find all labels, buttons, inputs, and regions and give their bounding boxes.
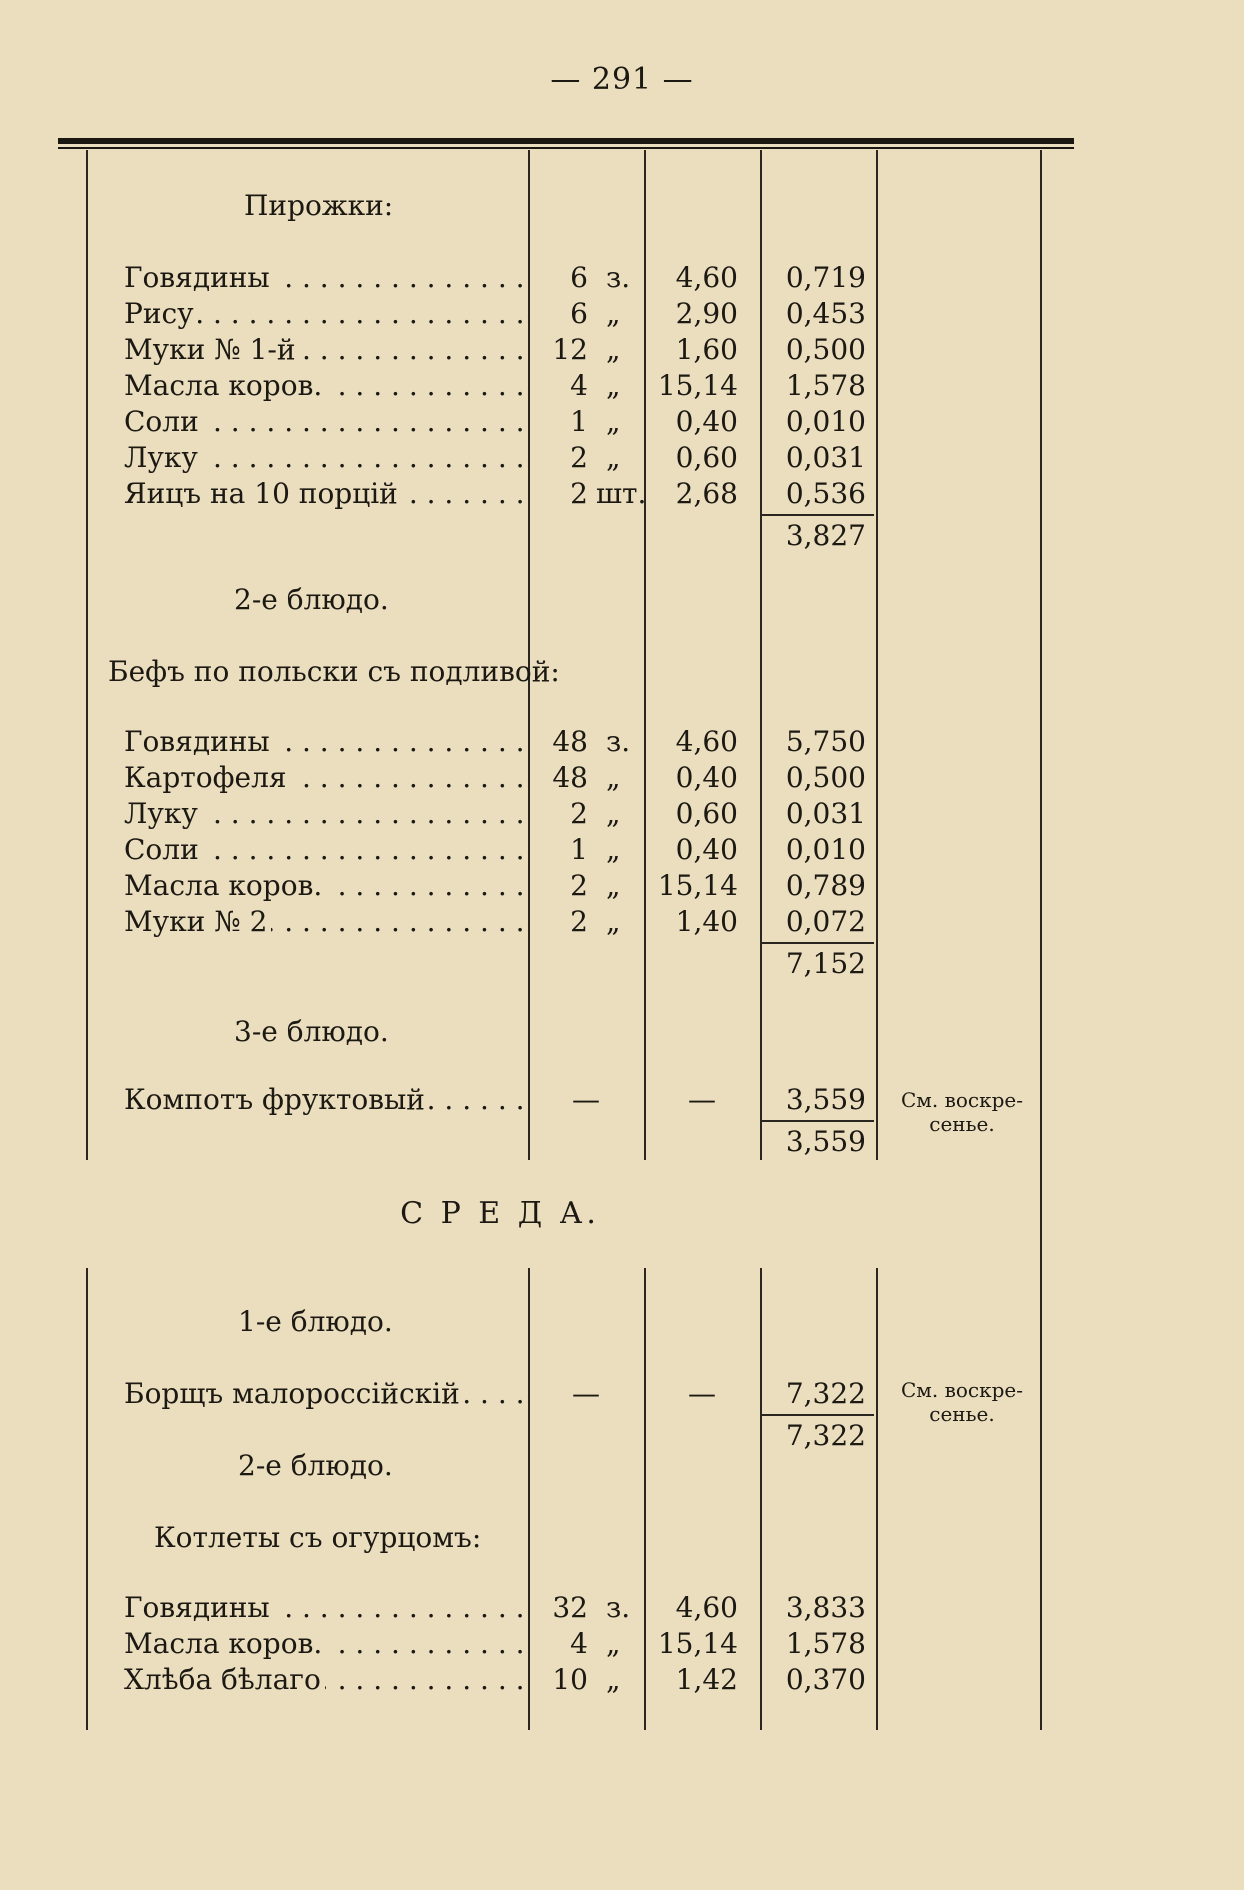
ingredient-unit: „ xyxy=(606,1627,621,1660)
ingredient-qty: 48 xyxy=(552,725,588,758)
ingredient-unit: „ xyxy=(606,333,621,366)
top-rule-thin xyxy=(58,147,1074,149)
ingredient-unit: з. xyxy=(606,725,631,758)
ingredient-sum: 0,453 xyxy=(785,297,866,330)
course-heading: 2-е блюдо. xyxy=(238,1449,393,1482)
ingredient-sum: 0,072 xyxy=(785,905,866,938)
ingredient-name: Луку xyxy=(124,441,202,474)
course-heading: 3-е блюдо. xyxy=(234,1015,389,1048)
ingredient-name: Говядины xyxy=(124,261,274,294)
ingredient-price: 0,40 xyxy=(675,761,738,794)
dish-sum: 7,322 xyxy=(785,1377,866,1410)
ingredient-price: 1,42 xyxy=(675,1663,738,1696)
top-rule xyxy=(58,138,1074,144)
day-title: С Р Е Д А. xyxy=(400,1196,600,1231)
ingredient-qty: 2 xyxy=(570,441,588,474)
ingredient-sum: 0,010 xyxy=(785,833,866,866)
ingredient-price: 2,68 xyxy=(675,477,738,510)
ingredient-qty: 10 xyxy=(552,1663,588,1696)
ingredient-price: 0,60 xyxy=(675,441,738,474)
ingredient-unit: „ xyxy=(606,441,621,474)
ingredient-qty: 32 xyxy=(552,1591,588,1624)
ingredient-qty: 2 xyxy=(570,477,588,510)
ingredient-sum: 1,578 xyxy=(785,1627,866,1660)
ingredient-sum: 0,536 xyxy=(785,477,866,510)
ingredient-name: Масла коров. xyxy=(124,1627,326,1660)
ingredient-price: 15,14 xyxy=(657,1627,738,1660)
ingredient-sum: 1,578 xyxy=(785,369,866,402)
subtotal-pirozhki: 3,827 xyxy=(785,519,866,552)
column-divider-note xyxy=(876,1268,878,1730)
ingredient-unit: „ xyxy=(606,869,621,902)
ingredient-price: 0,40 xyxy=(675,833,738,866)
ingredient-sum: 0,370 xyxy=(785,1663,866,1696)
ingredient-name: Соли xyxy=(124,405,203,438)
qty-dash: — xyxy=(572,1377,600,1410)
ingredient-unit: з. xyxy=(606,261,631,294)
ingredient-qty: 4 xyxy=(570,369,588,402)
course-heading: 2-е блюдо. xyxy=(234,583,389,616)
ingredient-sum: 0,500 xyxy=(785,761,866,794)
ingredient-sum: 0,789 xyxy=(785,869,866,902)
ingredient-qty: 4 xyxy=(570,1627,588,1660)
qty-dash: — xyxy=(572,1083,600,1116)
ingredient-unit: шт. xyxy=(596,477,647,510)
ingredient-name: Муки № 2 xyxy=(124,905,271,938)
ingredient-price: 15,14 xyxy=(657,869,738,902)
ingredient-qty: 48 xyxy=(552,761,588,794)
ingredient-price: 4,60 xyxy=(675,725,738,758)
ingredient-qty: 2 xyxy=(570,797,588,830)
ingredient-unit: „ xyxy=(606,297,621,330)
subtotal-rule xyxy=(762,514,874,516)
ingredient-unit: „ xyxy=(606,905,621,938)
ingredient-name: Масла коров. xyxy=(124,869,326,902)
ingredient-unit: „ xyxy=(606,761,621,794)
dish-sum: 3,559 xyxy=(785,1083,866,1116)
ingredient-unit: „ xyxy=(606,369,621,402)
ingredient-qty: 2 xyxy=(570,905,588,938)
ingredient-name: Картофеля xyxy=(124,761,291,794)
column-divider-note xyxy=(876,150,878,1160)
table-left-border xyxy=(86,1268,88,1730)
ingredient-sum: 3,833 xyxy=(785,1591,866,1624)
ingredient-qty: 6 xyxy=(570,297,588,330)
dish-title: Котлеты съ огурцомъ: xyxy=(154,1521,482,1554)
price-dash: — xyxy=(688,1083,716,1116)
ingredient-price: 15,14 xyxy=(657,369,738,402)
subtotal-sreda-course1: 7,322 xyxy=(785,1419,866,1452)
section-title-pirozhki: Пирожки: xyxy=(244,189,394,222)
ingredient-name: Соли xyxy=(124,833,203,866)
table-left-border xyxy=(86,150,88,1160)
dish-title: Бефъ по польски съ подливой: xyxy=(108,655,560,688)
table-right-border xyxy=(1040,150,1042,1730)
ingredient-sum: 0,031 xyxy=(785,441,866,474)
ingredient-name: Говядины xyxy=(124,1591,274,1624)
subtotal-rule xyxy=(762,1414,874,1416)
ingredient-price: 0,40 xyxy=(675,405,738,438)
ingredient-price: 4,60 xyxy=(675,1591,738,1624)
ingredient-qty: 12 xyxy=(552,333,588,366)
course-heading: 1-е блюдо. xyxy=(238,1305,393,1338)
subtotal-rule xyxy=(762,1120,874,1122)
ingredient-name: Масла коров. xyxy=(124,369,326,402)
ingredient-price: 2,90 xyxy=(675,297,738,330)
ingredient-name: Рису xyxy=(124,297,198,330)
dish-name: Компотъ фруктовый xyxy=(124,1083,429,1116)
ingredient-name: Луку xyxy=(124,797,202,830)
ingredient-qty: 1 xyxy=(570,405,588,438)
cross-reference-note: См. воскре-сенье. xyxy=(901,1378,1023,1426)
dish-name: Борщъ малороссійскій xyxy=(124,1377,464,1410)
subtotal-course3: 3,559 xyxy=(785,1125,866,1158)
ingredient-sum: 5,750 xyxy=(785,725,866,758)
ingredient-unit: з. xyxy=(606,1591,631,1624)
ingredient-price: 1,40 xyxy=(675,905,738,938)
ingredient-unit: „ xyxy=(606,405,621,438)
cross-reference-note: См. воскре-сенье. xyxy=(901,1088,1023,1136)
ingredient-qty: 1 xyxy=(570,833,588,866)
ingredient-unit: „ xyxy=(606,797,621,830)
ingredient-qty: 2 xyxy=(570,869,588,902)
ingredient-sum: 0,031 xyxy=(785,797,866,830)
ingredient-name: Яицъ на 10 порцій xyxy=(124,477,402,510)
subtotal-course2: 7,152 xyxy=(785,947,866,980)
subtotal-rule xyxy=(762,942,874,944)
ingredient-sum: 0,719 xyxy=(785,261,866,294)
ingredient-name: Говядины xyxy=(124,725,274,758)
ingredient-sum: 0,010 xyxy=(785,405,866,438)
ingredient-unit: „ xyxy=(606,1663,621,1696)
price-dash: — xyxy=(688,1377,716,1410)
ingredient-price: 1,60 xyxy=(675,333,738,366)
ingredient-price: 0,60 xyxy=(675,797,738,830)
ingredient-unit: „ xyxy=(606,833,621,866)
ingredient-name: Муки № 1-й xyxy=(124,333,300,366)
ingredient-price: 4,60 xyxy=(675,261,738,294)
page-number: — 291 — xyxy=(550,62,694,97)
ingredient-qty: 6 xyxy=(570,261,588,294)
ingredient-sum: 0,500 xyxy=(785,333,866,366)
ingredient-name: Хлѣба бѣлаго xyxy=(124,1663,325,1696)
